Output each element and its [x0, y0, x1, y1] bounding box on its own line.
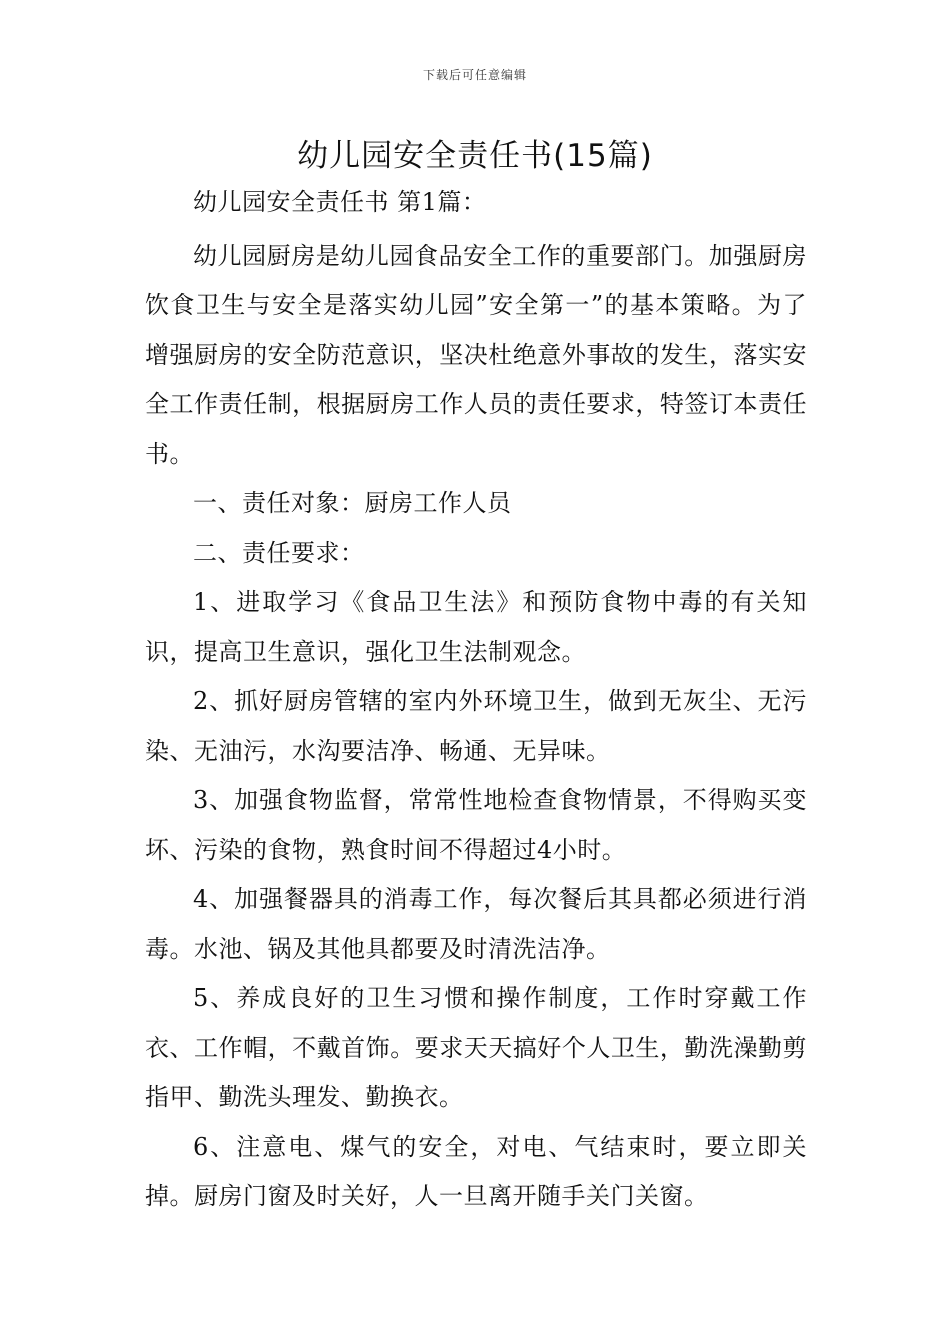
part-heading: 幼儿园安全责任书 第1篇：: [193, 188, 487, 216]
document-title: 幼儿园安全责任书(15篇): [297, 138, 653, 174]
requirement-item-1: 1、进取学习《食品卫生法》和预防食物中毒的有关知识，提高卫生意识，强化卫生法制观念。: [145, 588, 807, 666]
document-body: [145, 178, 807, 1222]
requirement-item-4: 4、加强餐器具的消毒工作，每次餐后其具都必须进行消毒。水池、锅及其他具都要及时清洗洁净。: [145, 885, 807, 963]
requirement-item-2: 2、抓好厨房管辖的室内外环境卫生，做到无灰尘、无污染、无油污，水沟要洁净、畅通、无异味。: [145, 687, 807, 765]
intro-paragraph: 幼儿园厨房是幼儿园食品安全工作的重要部门。加强厨房饮食卫生与安全是落实幼儿园”安全第一”的基本策略。为了增强厨房的安全防范意识，坚决杜绝意外事故的发生，落实安全工作责任制，根据厨房工作人员的责任要求，特签订本责任书。: [145, 241, 807, 468]
requirement-item-6: 6、注意电、煤气的安全，对电、气结束时，要立即关掉。厨房门窗及时关好，人一旦离开随手关门关窗。: [145, 1132, 807, 1210]
requirement-item-5: 5、养成良好的卫生习惯和操作制度，工作时穿戴工作衣、工作帽，不戴首饰。要求天天搞好个人卫生，勤洗澡勤剪指甲、勤洗头理发、勤换衣。: [145, 984, 807, 1111]
header-note: 下载后可任意编辑: [422, 68, 527, 82]
section-responsibility-target: 一、责任对象：厨房工作人员: [193, 489, 512, 517]
requirement-item-3: 3、加强食物监督，常常性地检查食物情景，不得购买变坏、污染的食物，熟食时间不得超过4小时。: [145, 786, 807, 864]
section-responsibility-requirements: 二、责任要求：: [193, 538, 365, 567]
